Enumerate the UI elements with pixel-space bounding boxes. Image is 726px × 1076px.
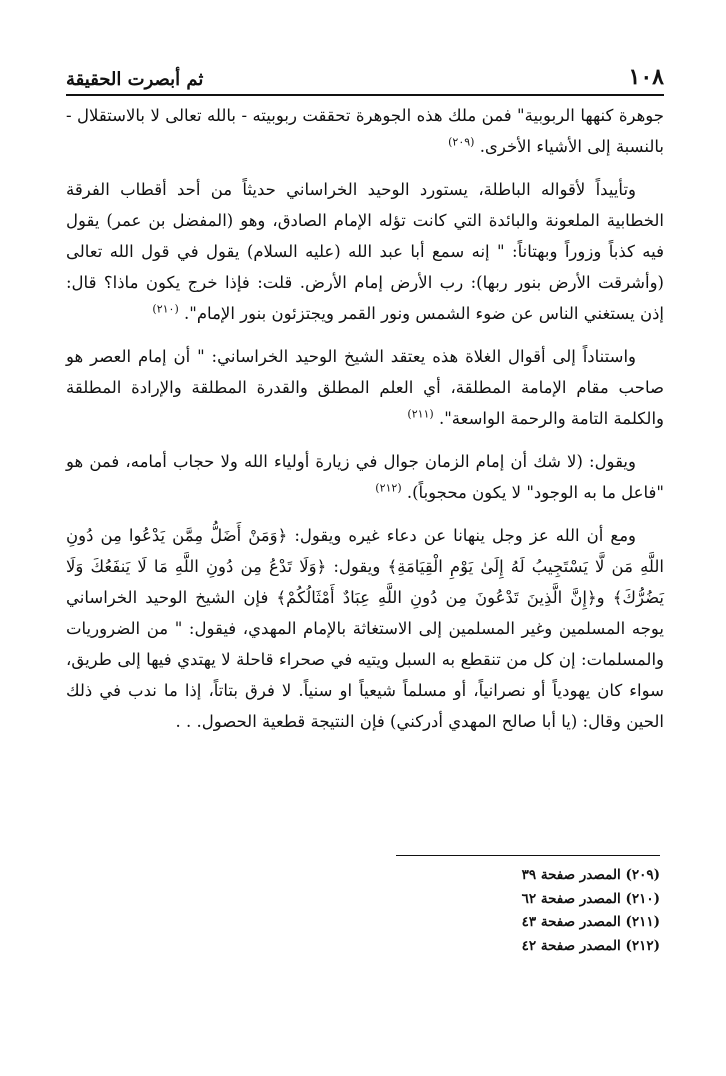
running-title: ثم أبصرت الحقيقة — [66, 69, 204, 90]
paragraph-text: واستناداً إلى أقوال الغلاة هذه يعتقد الشيخ الوحيد الخراساني: " أن إمام العصر هو صاحب مقام الإمامة المطلقة، أي العلم المطلق والقدرة المطلقة والإرادة المطلقة والكلمة التامة والرحمة الواسعة". — [66, 347, 664, 428]
paragraph — [66, 446, 664, 508]
paragraph — [66, 520, 664, 737]
footnote-item: (٢١٠) المصدر صفحة ٦٢ — [521, 890, 660, 907]
paragraph — [66, 174, 664, 329]
footnote-divider — [396, 855, 660, 856]
paragraph-text: ومع أن الله عز وجل ينهانا عن دعاء غيره ويقول: ﴿وَمَنْ أَضَلُّ مِمَّن يَدْعُوا مِن دُونِ اللَّهِ مَن لَّا يَسْتَجِيبُ لَهُ إِلَىٰ يَوْمِ الْقِيَامَةِ﴾ ويقول: ﴿وَلَا تَدْعُ مِن دُونِ اللَّهِ مَا لَا يَنفَعُكَ وَلَا يَضُرُّكَ﴾ و﴿إِنَّ الَّذِينَ تَدْعُونَ مِن دُونِ اللَّهِ عِبَادٌ أَمْثَالُكُمْ﴾ فإن الشيخ الوحيد الخراساني يوجه المسلمين وغير المسلمين إلى الاستغاثة بالإمام المهدي، فيقول: " من الضروريات والمسلمات: إن كل من تنقطع به السبل ويتيه في صحراء قاحلة لا يهتدي فيها إلى طريق، سواء كان يهودياً أو نصرانياً، أو مسلماً شيعياً او سنياً. لا فرق بتاتاً، إذا ما ندب في ذلك الحين وقال: (يا أبا صالح المهدي أدركني) فإن النتيجة قطعية الحصول. . . — [66, 526, 664, 731]
page-number: ١٠٨ — [628, 64, 664, 90]
footnote-ref: (٢١٢) — [375, 481, 402, 495]
footnote-item: (٢٠٩) المصدر صفحة ٣٩ — [521, 867, 660, 883]
footnote-item: (٢١٢) المصدر صفحة ٤٢ — [521, 937, 660, 954]
footnote-ref: (٢١٠) — [152, 302, 179, 316]
paragraph-text: وتأييداً لأقواله الباطلة، يستورد الوحيد الخراساني حديثاً من أحد أقطاب الفرقة الخطابية الملعونة والبائدة التي كانت تؤله الإمام الصادق، وهو (المفضل بن عمر) يقول فيه كذباً وزوراً وبهتاناً: " إنه سمع أبا عبد الله (عليه السلام) يقول في قول الله تعالى (وأشرقت الأرض بنور ربها): رب الأرض إمام الأرض. قلت: فإذا خرج يكون ماذا؟ قال: إذن يستغني الناس عن ضوء الشمس ونور القمر ويجتزئون بنور الإمام". — [66, 180, 664, 323]
footnote-ref: (٢٠٩) — [448, 135, 475, 149]
paragraph-text: جوهرة كنهها الربوبية" فمن ملك هذه الجوهرة تحققت ربوبيته - بالله تعالى لا بالاستقلال - بالنسبة إلى الأشياء الأخرى. — [66, 106, 664, 156]
paragraph-text: ويقول: (لا شك أن إمام الزمان جوال في زيارة أولياء الله ولا حجاب أمامه، فمن هو "فاعل ما به الوجود" لا يكون محجوباً). — [66, 452, 664, 502]
page-header — [66, 58, 664, 96]
paragraph — [66, 100, 664, 162]
page-body — [66, 100, 664, 749]
footnote-item: (٢١١) المصدر صفحة ٤٣ — [521, 914, 660, 930]
paragraph — [66, 341, 664, 434]
footnotes-list — [360, 864, 660, 958]
footnote-ref: (٢١١) — [407, 407, 434, 421]
